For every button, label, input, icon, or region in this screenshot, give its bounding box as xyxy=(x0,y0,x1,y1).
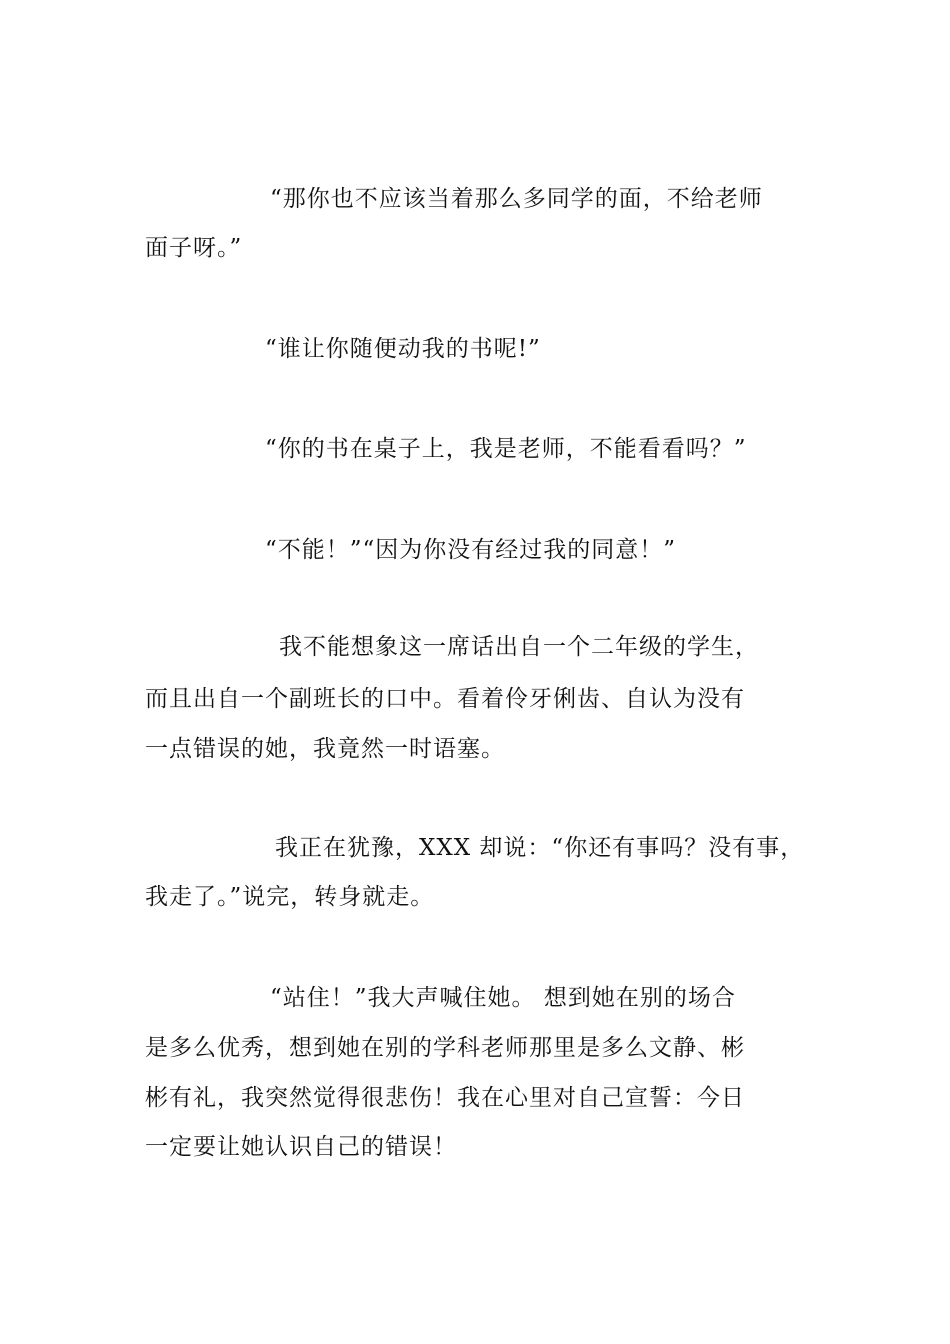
paragraph-7-line-1: “站住！”我大声喊住她。 想到她在别的场合 xyxy=(270,985,736,1011)
paragraph-3-line-1: “你的书在桌子上，我是老师，不能看看吗？” xyxy=(265,436,747,462)
paragraph-2-line-1: “谁让你随便动我的书呢!” xyxy=(265,336,541,362)
paragraph-4-line-1: “不能！”“因为你没有经过我的同意！” xyxy=(265,537,677,563)
paragraph-1-line-1: “那你也不应该当着那么多同学的面，不给老师 xyxy=(270,186,763,212)
paragraph-5-line-2: 而且出自一个副班长的口中。看着伶牙俐齿、自认为没有 xyxy=(145,686,745,712)
paragraph-7-line-4: 一定要让她认识自己的错误！ xyxy=(145,1134,457,1160)
paragraph-6-line-1: 我正在犹豫，XXX 却说：“你还有事吗？没有事， xyxy=(275,835,805,861)
paragraph-1-line-2: 面子呀。” xyxy=(145,235,243,261)
paragraph-5-line-1: 我不能想象这一席话出自一个二年级的学生， xyxy=(279,634,759,660)
paragraph-6-line-2: 我走了。”说完，转身就走。 xyxy=(145,884,435,910)
paragraph-7-line-2: 是多么优秀，想到她在别的学科老师那里是多么文静、彬 xyxy=(145,1035,745,1061)
paragraph-7-line-3: 彬有礼，我突然觉得很悲伤！我在心里对自己宣誓：今日 xyxy=(145,1085,745,1111)
paragraph-5-line-3: 一点错误的她，我竟然一时语塞。 xyxy=(145,736,505,762)
